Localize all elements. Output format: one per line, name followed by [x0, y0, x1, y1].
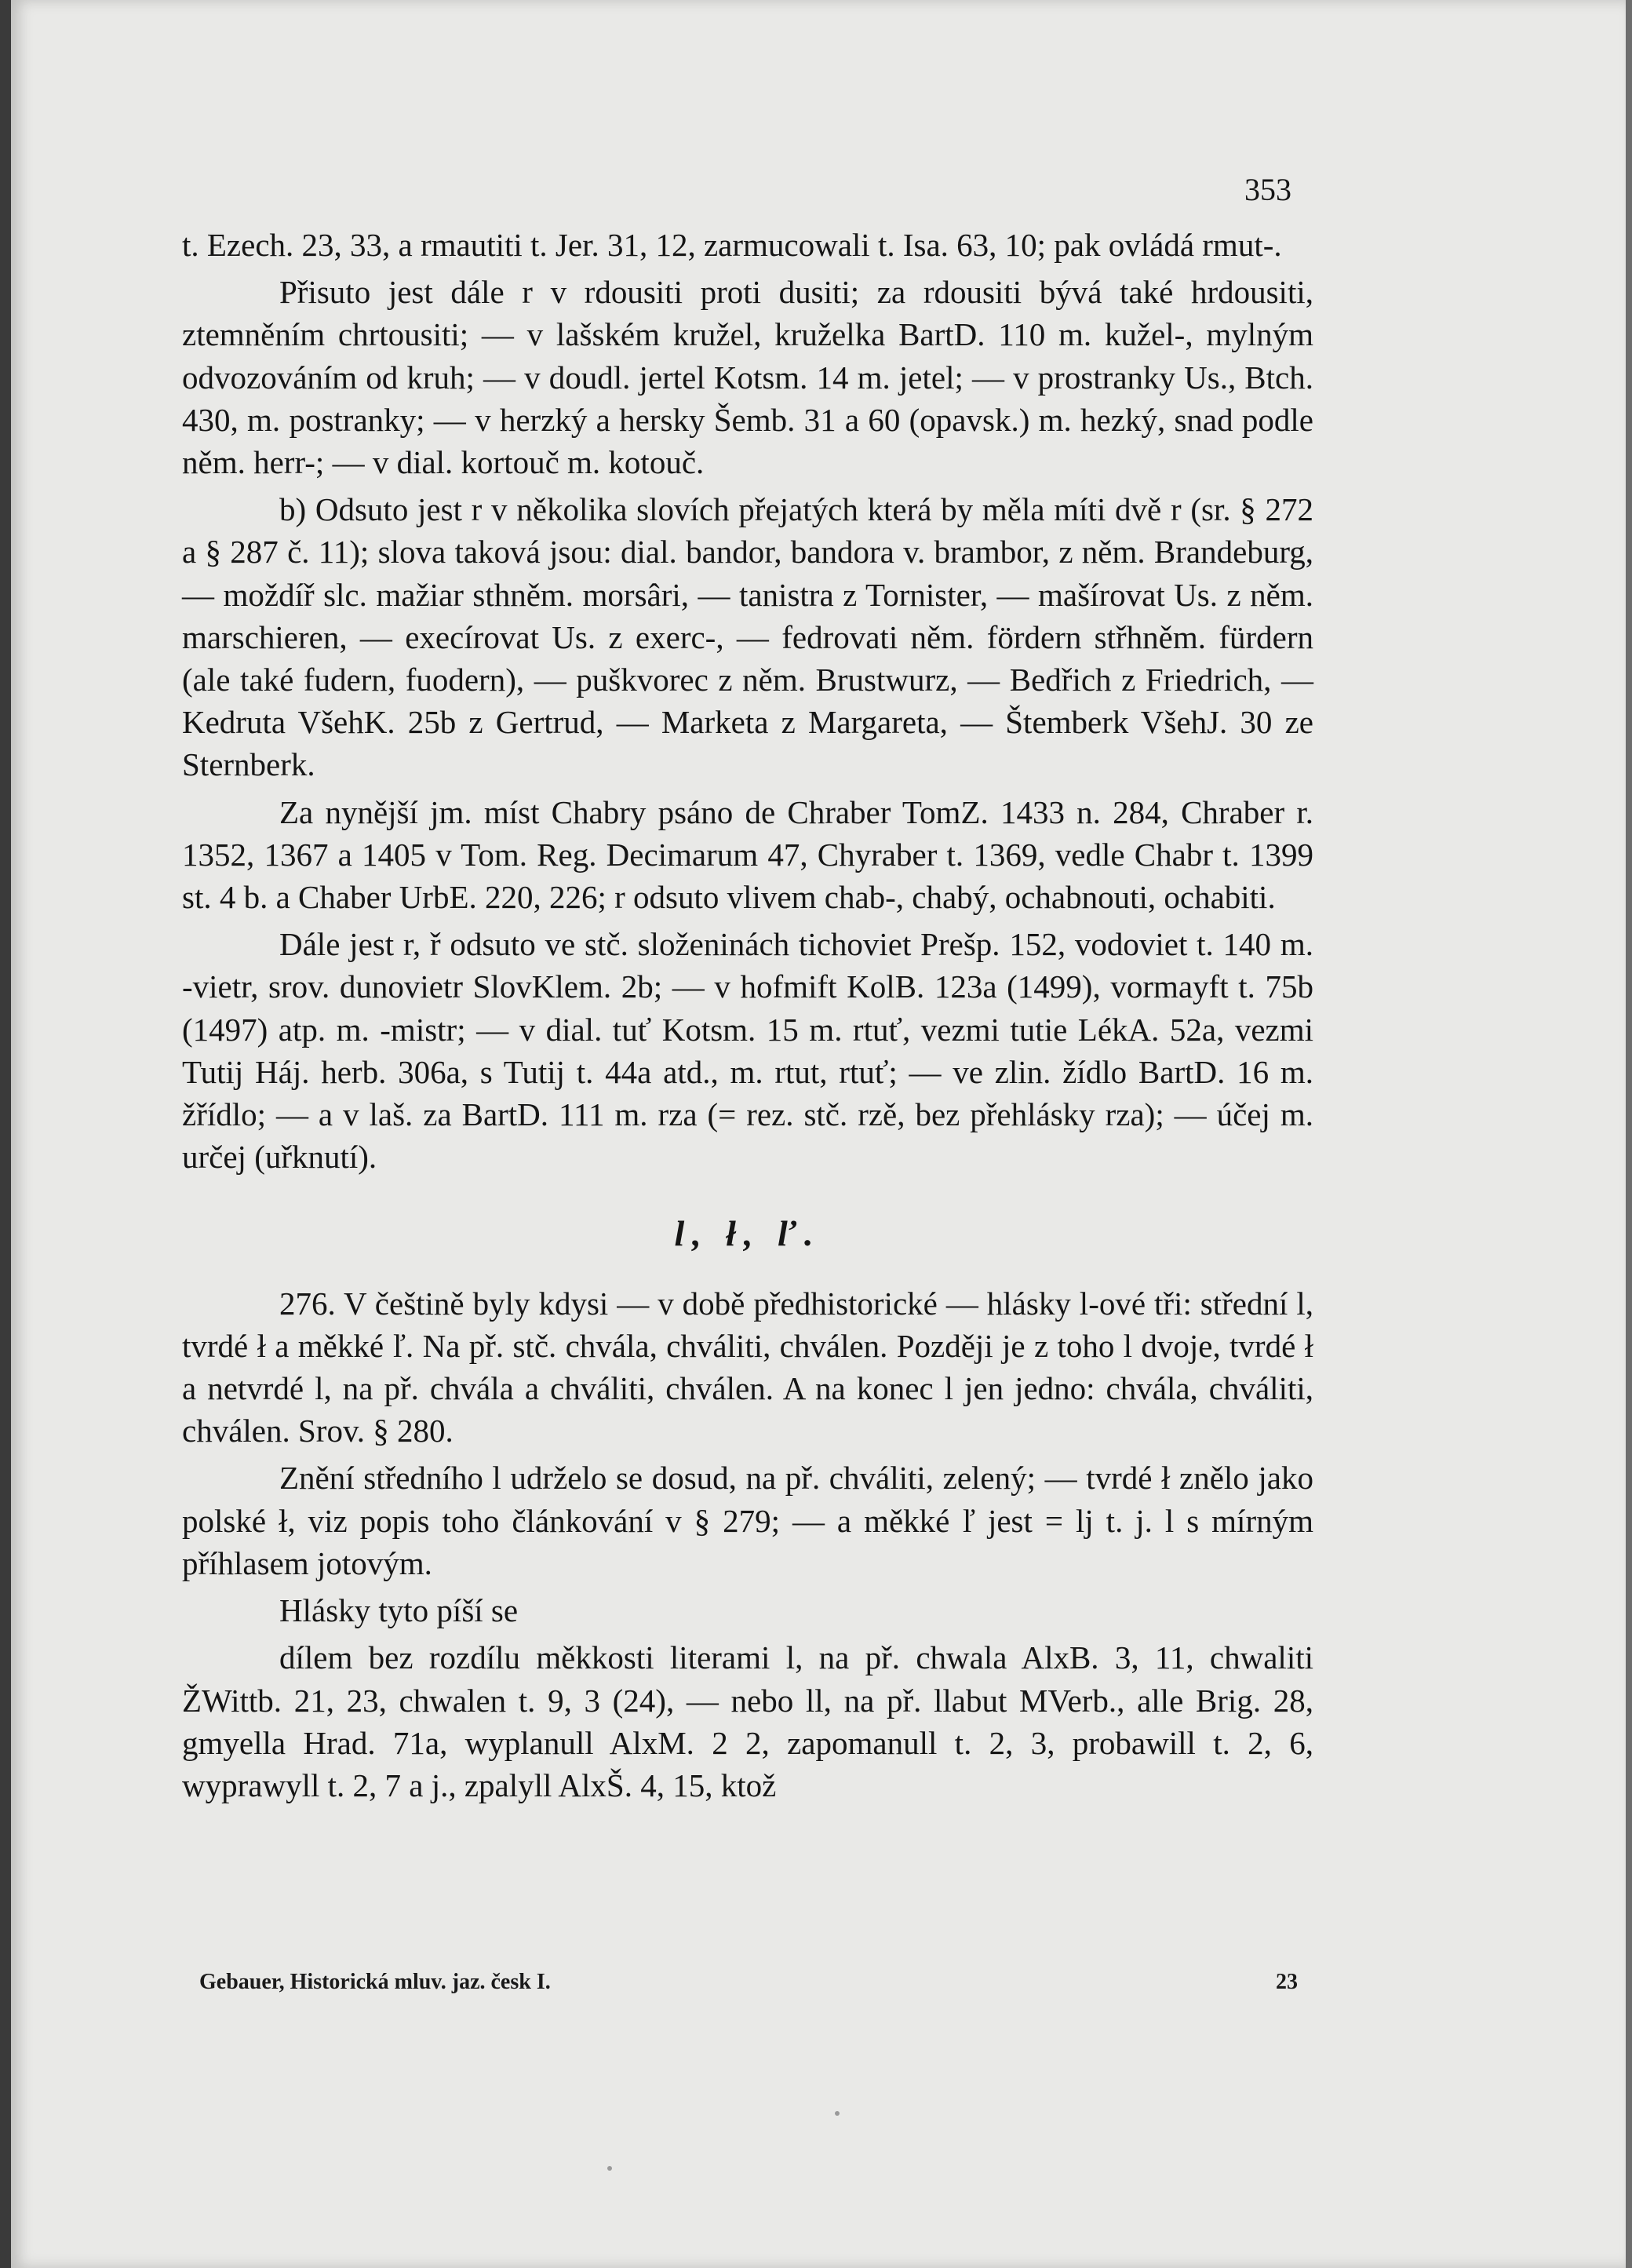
paragraph-5: Dále jest r, ř odsuto ve stč. složeninách tichoviet Prešp. 152, vodoviet t. 140 m. -vietr, srov. dunovietr SlovKlem. 2b; — v hofmift KolB. 123a (1499), vormayft t. 75b (1497) atp. m. -mistr; — v dial. tuť Kotsm. 15 m. rtuť, vezmi tutie LékA. 52a, vezmi Tutij Háj. herb. 306a, s Tutij t. 44a atd., m. rtut, rtuť; — ve zlin. žídlo BartD. 16 m. žřídlo; — a v laš. za BartD. 111 m. rza (= rez. stč. rzě, bez přehlásky rza); — účej m. určej (uřknutí).	[182, 926, 1313, 1176]
section-heading: l, ł, ľ.	[674, 1213, 821, 1254]
page-number: 353	[1244, 172, 1291, 207]
paragraph-1: t. Ezech. 23, 33, a rmautiti t. Jer. 31, 12, zarmucowali t. Isa. 63, 10; pak ovládá rmut-.	[182, 227, 1282, 263]
scan-speck	[835, 2111, 840, 2116]
document-page	[11, 0, 1626, 2268]
paragraph-9: dílem bez rozdílu měkkosti literami l, na př. chwala AlxB. 3, 11, chwaliti ŽWittb. 21, 23, chwalen t. 9, 3 (24), — nebo ll, na př. llabut MVerb., alle Brig. 28, gmyella Hrad. 71a, wyplanull AlxM. 2 2, zapomanull t. 2, 3, probawill t. 2, 6, wyprawyll t. 2, 7 a j., zpalyll AlxŠ. 4, 15, ktož	[182, 1639, 1313, 1803]
paragraph-6: 276. V češtině byly kdysi — v době předhistorické — hlásky l-ové tři: střední l, tvrdé ł a měkké ľ. Na př. stč. chvála, chváliti, chválen. Později je z toho l dvoje, tvrdé ł a netvrdé l, na př. chvála a chváliti, chválen. A na konec l jen jedno: chvála, chváliti, chválen. Srov. § 280.	[182, 1285, 1313, 1449]
paragraph-8: Hlásky tyto píší se	[279, 1592, 519, 1629]
paragraph-4: Za nynější jm. míst Chabry psáno de Chraber TomZ. 1433 n. 284, Chraber r. 1352, 1367 a 1405 v Tom. Reg. Decimarum 47, Chyraber t. 1369, vedle Chabr t. 1399 st. 4 b. a Chaber UrbE. 220, 226; r odsuto vlivem chab-, chabý, ochabnouti, ochabiti.	[182, 793, 1313, 916]
page-body	[182, 224, 1313, 1811]
footer-title: Gebauer, Historická mluv. jaz. česk I.	[199, 1970, 551, 1994]
paragraph-2: Přisuto jest dále r v rdousiti proti dusiti; za rdousiti bývá také hrdousiti, ztemněním chrtousiti; — v lašském kružel, kruželka BartD. 110 m. kužel-, mylným odvozováním od kruh; — v doudl. jertel Kotsm. 14 m. jetel; — v prostranky Us., Btch. 430, m. postranky; — v herzký a hersky Šemb. 31 a 60 (opavsk.) m. hezký, snad podle něm. herr-; — v dial. kortouč m. kotouč.	[182, 274, 1313, 481]
paragraph-3: b) Odsuto jest r v několika slovích přejatých která by měla míti dvě r (sr. § 272 a § 287 č. 11); slova taková jsou: dial. bandor, bandora v. brambor, z něm. Brandeburg, — moždíř slc. mažiar sthněm. morsâri, — tanistra z Tornister, — mašírovat Us. z něm. marschieren, — execírovat Us. z exerc-, — fedrovati něm. fördern střhněm. fürdern (ale také fudern, fuodern), — puškvorec z něm. Brustwurz, — Bedřich z Friedrich, — Kedruta VšehK. 25b z Gertrud, — Marketa z Margareta, — Štemberk VšehJ. 30 ze Sternberk.	[182, 491, 1313, 783]
scan-speck	[607, 2166, 612, 2171]
footer-signature: 23	[1276, 1970, 1298, 1994]
page-edge-shadow	[0, 0, 11, 2268]
paragraph-7: Znění středního l udrželo se dosud, na př. chváliti, zelený; — tvrdé ł znělo jako polské ł, viz popis toho článkování v § 279; — a měkké ľ jest = lj t. j. l s mírným příhlasem jotovým.	[182, 1460, 1313, 1581]
